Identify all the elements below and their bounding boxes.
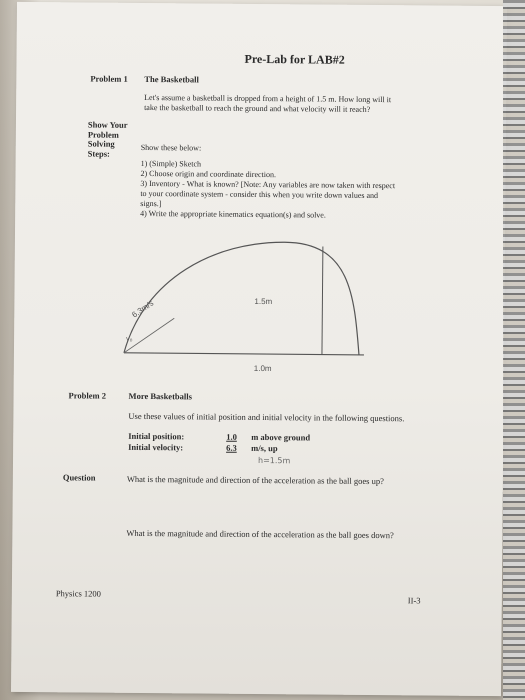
problem2-label: Problem 2 (68, 390, 107, 401)
problem1-label: Problem 1 (90, 73, 128, 84)
initial-position-unit: m above ground (251, 431, 311, 443)
step-item: 3) Inventory - What is known? [Note: Any variables are now taken with respect (140, 178, 396, 191)
trajectory-arc (124, 241, 360, 355)
step-item: to your coordinate system - consider this when you write down values and (140, 188, 379, 201)
footer-course: Physics 1200 (55, 588, 102, 599)
step-item: signs.] (140, 198, 162, 209)
initial-velocity-label: Initial velocity: (128, 441, 184, 453)
steps-intro: Show these below: (140, 142, 202, 153)
steps-label-line: Steps: (87, 147, 110, 159)
initial-velocity-value: 6.3 (226, 442, 237, 453)
question-1: What is the magnitude and direction of the acceleration as the ball goes up? (126, 473, 384, 487)
height-label: 1.5m (254, 296, 273, 307)
step-item: 2) Choose origin and coordinate direction. (140, 168, 277, 180)
handwritten-note: h=1.5m (257, 455, 291, 466)
problem2-heading: More Basketballs (128, 390, 192, 402)
distance-label: 1.0m (253, 363, 272, 374)
step-item: 4) Write the appropriate kinematics equation(s) and solve. (140, 208, 326, 220)
problem2-intro: Use these values of initial position and initial velocity in the following questions. (128, 410, 405, 424)
question-2: What is the magnitude and direction of the acceleration as the ball goes down? (126, 527, 394, 541)
steps-label-line: Solving (87, 138, 115, 149)
footer-page-number: II-3 (407, 595, 421, 606)
height-line (322, 247, 323, 355)
initial-velocity-unit: m/s, up (251, 442, 278, 454)
problem1-text-line2: take the basketball to reach the ground and what velocity will it reach? (144, 102, 371, 114)
problem1-text (144, 93, 474, 116)
angle-label: v₀ (126, 335, 133, 343)
problem1-heading: The Basketball (144, 73, 199, 85)
notebook-spiral (503, 0, 525, 700)
ground-line (124, 353, 364, 355)
steps-label-line: Problem (87, 128, 119, 140)
steps-label (88, 120, 128, 158)
steps-label-line: Show Your (87, 119, 128, 130)
problem1-text-line1: Let's assume a basketball is dropped from a height of 1.5 m. How long will it (144, 92, 392, 105)
page-title: Pre-Lab for LAB#2 (244, 51, 345, 67)
question-label: Question (62, 472, 96, 483)
velocity-label: 6.3m/s (130, 298, 156, 320)
initial-position-value: 1.0 (226, 431, 237, 442)
initial-position-label: Initial position: (128, 430, 185, 442)
trajectory-sketch (104, 223, 405, 386)
worksheet-page (11, 2, 507, 696)
steps-list (140, 143, 471, 222)
step-item: 1) (Simple) Sketch (140, 158, 202, 169)
